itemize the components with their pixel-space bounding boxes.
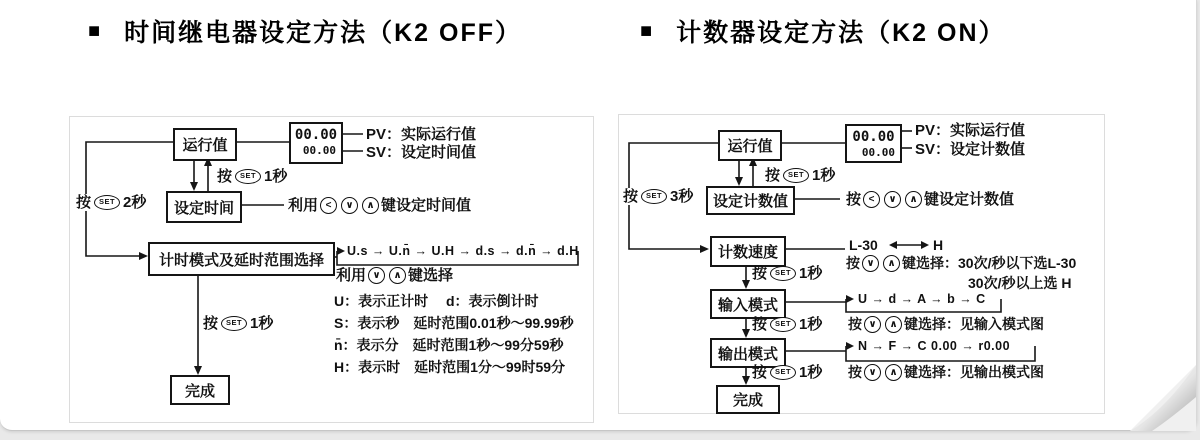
flow-box-done: 完成 bbox=[716, 385, 780, 414]
set-time-keys-note bbox=[288, 197, 471, 214]
press-set-1s-label bbox=[217, 168, 287, 185]
set-key-icon: SET bbox=[641, 189, 667, 204]
set-key-icon: SET bbox=[235, 169, 261, 184]
flow-box-timing-mode-select: 计时模式及延时范围选择 bbox=[148, 242, 335, 276]
flow-box-set-count-value: 设定计数值 bbox=[706, 186, 795, 215]
legend-line-s: S：表示秒 延时范围0.01秒～99.99秒 bbox=[334, 315, 574, 331]
press-set-1s-label bbox=[203, 315, 273, 332]
pv-label: PV：实际运行值 bbox=[366, 126, 477, 143]
select-keys-note bbox=[336, 267, 453, 284]
output-mode-sequence: N → F → C 0.00 → r0.00 bbox=[858, 339, 1011, 353]
set-key-icon: SET bbox=[770, 266, 796, 281]
timer-setting-flowchart-panel bbox=[69, 116, 594, 423]
press-suffix: 1秒 bbox=[799, 265, 823, 282]
left-key-icon: < bbox=[863, 191, 880, 208]
note-suffix: 键选择：见输入模式图 bbox=[904, 316, 1044, 333]
flow-box-set-time: 设定时间 bbox=[166, 191, 242, 223]
note-suffix: 键设定计数值 bbox=[924, 191, 1015, 208]
flow-box-running-value: 运行值 bbox=[718, 130, 782, 161]
press-prefix: 按 bbox=[752, 265, 768, 282]
set-key-icon: SET bbox=[221, 316, 247, 331]
display-window bbox=[289, 122, 343, 164]
set-count-keys-note bbox=[846, 191, 1014, 208]
left-section-title-text: 时间继电器设定方法（K2 OFF） bbox=[124, 19, 522, 47]
page-curl-decoration bbox=[1124, 363, 1196, 431]
pv-label: PV：实际运行值 bbox=[915, 122, 1026, 139]
press-prefix: 按 bbox=[623, 188, 639, 205]
set-key-icon: SET bbox=[770, 365, 796, 380]
note-prefix: 利用 bbox=[288, 197, 319, 214]
down-key-icon: ∨ bbox=[864, 316, 881, 333]
up-key-icon: ∧ bbox=[883, 255, 900, 272]
note-suffix: 键选择 bbox=[408, 267, 454, 284]
set-key-icon: SET bbox=[783, 168, 809, 183]
speed-option-h: H bbox=[933, 237, 944, 253]
note-prefix: 利用 bbox=[336, 267, 367, 284]
pv-display-value: 00.00 bbox=[294, 127, 338, 143]
legend-line-u-d: U：表示正计时 d：表示倒计时 bbox=[334, 293, 539, 309]
press-suffix: 1秒 bbox=[250, 315, 274, 332]
note-suffix: 键设定时间值 bbox=[381, 197, 472, 214]
timing-mode-sequence: U.s → U.n̄ → U.H → d.s → d.n̄ → d.H bbox=[347, 244, 579, 258]
set-key-icon: SET bbox=[94, 195, 120, 210]
input-mode-select-note bbox=[848, 316, 1044, 333]
down-key-icon: ∨ bbox=[884, 191, 901, 208]
left-key-icon: < bbox=[320, 197, 337, 214]
square-bullet-icon: ■ bbox=[640, 20, 653, 42]
pv-display-value: 00.00 bbox=[852, 129, 895, 145]
sv-label: SV：设定时间值 bbox=[366, 144, 477, 161]
press-set-3s-label bbox=[621, 188, 695, 205]
press-prefix: 按 bbox=[752, 316, 768, 333]
input-mode-sequence: U → d → A → b → C bbox=[858, 292, 986, 306]
square-bullet-icon: ■ bbox=[88, 20, 101, 42]
press-prefix: 按 bbox=[765, 167, 781, 184]
press-set-1s-label bbox=[752, 316, 822, 333]
press-prefix: 按 bbox=[217, 168, 233, 185]
set-key-icon: SET bbox=[770, 317, 796, 332]
press-suffix: 3秒 bbox=[670, 188, 694, 205]
note-suffix: 键选择：30次/秒以下选L-30 bbox=[902, 255, 1077, 272]
note-prefix: 按 bbox=[846, 255, 860, 272]
right-section-title bbox=[640, 13, 1006, 49]
flow-box-done: 完成 bbox=[170, 375, 230, 405]
press-suffix: 2秒 bbox=[123, 194, 147, 211]
note-suffix: 键选择：见输出模式图 bbox=[904, 364, 1044, 381]
flow-box-count-speed: 计数速度 bbox=[710, 236, 786, 267]
up-key-icon: ∧ bbox=[389, 267, 406, 284]
legend-line-n: n̄：表示分 延时范围1秒～99分59秒 bbox=[334, 337, 564, 353]
press-suffix: 1秒 bbox=[799, 364, 823, 381]
press-set-1s-label bbox=[752, 364, 822, 381]
press-set-1s-label bbox=[752, 265, 822, 282]
speed-option-l30: L-30 bbox=[849, 237, 878, 253]
flow-box-output-mode: 输出模式 bbox=[710, 338, 786, 368]
press-set-1s-label bbox=[765, 167, 835, 184]
up-key-icon: ∧ bbox=[905, 191, 922, 208]
note-prefix: 按 bbox=[846, 191, 862, 208]
left-section-title bbox=[88, 13, 522, 49]
sv-display-value: 00.00 bbox=[302, 144, 336, 157]
press-suffix: 1秒 bbox=[264, 168, 288, 185]
press-set-2s-label bbox=[74, 194, 148, 211]
down-key-icon: ∨ bbox=[341, 197, 358, 214]
speed-select-note bbox=[846, 255, 1076, 272]
up-key-icon: ∧ bbox=[885, 316, 902, 333]
flow-box-input-mode: 输入模式 bbox=[710, 289, 786, 319]
down-key-icon: ∨ bbox=[864, 364, 881, 381]
press-suffix: 1秒 bbox=[812, 167, 836, 184]
press-prefix: 按 bbox=[76, 194, 92, 211]
display-window bbox=[845, 124, 902, 163]
up-key-icon: ∧ bbox=[362, 197, 379, 214]
press-suffix: 1秒 bbox=[799, 316, 823, 333]
note-prefix: 按 bbox=[848, 316, 862, 333]
speed-select-note-line2: 30次/秒以上选 H bbox=[968, 275, 1072, 291]
press-prefix: 按 bbox=[752, 364, 768, 381]
right-section-title-text: 计数器设定方法（K2 ON） bbox=[676, 19, 1006, 47]
sv-display-value: 00.00 bbox=[861, 146, 895, 159]
sv-label: SV：设定计数值 bbox=[915, 141, 1026, 158]
flow-box-running-value: 运行值 bbox=[173, 128, 237, 161]
up-key-icon: ∧ bbox=[885, 364, 902, 381]
counter-setting-flowchart-panel bbox=[618, 114, 1105, 414]
down-key-icon: ∨ bbox=[862, 255, 879, 272]
down-key-icon: ∨ bbox=[368, 267, 385, 284]
note-prefix: 按 bbox=[848, 364, 862, 381]
output-mode-select-note bbox=[848, 364, 1044, 381]
press-prefix: 按 bbox=[203, 315, 219, 332]
legend-line-h: H：表示时 延时范围1分～99时59分 bbox=[334, 359, 566, 375]
